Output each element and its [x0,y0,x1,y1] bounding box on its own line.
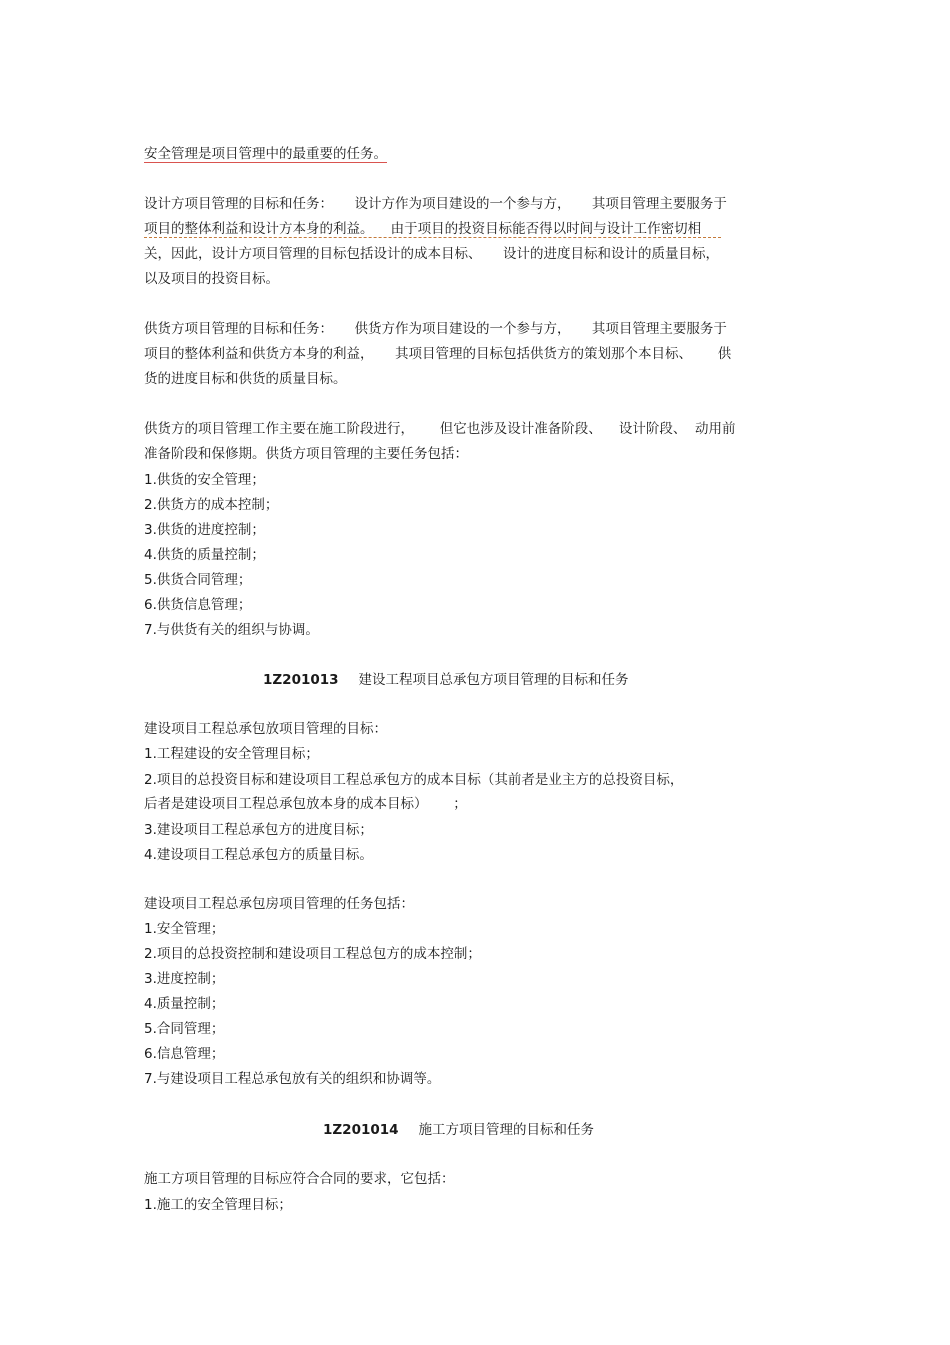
list-item: 1.工程建设的安全管理目标； [144,746,319,762]
contractor-intro: 施工方项目管理的目标应符合合同的要求，它包括： [144,1171,455,1187]
list-item: 5.合同管理； [144,1021,225,1037]
gc-tasks-intro: 建设项目工程总承包房项目管理的任务包括： [144,896,414,912]
section-title: 建设工程项目总承包方项目管理的目标和任务 [358,672,629,688]
list-item: 1.安全管理； [144,921,225,937]
list-item: 7.与建设项目工程总承包放有关的组织和协调等。 [144,1071,441,1087]
list-item: 4.建设项目工程总承包方的质量目标。 [144,847,373,863]
design-para-line-3: 关，因此，设计方项目管理的目标包括设计的成本目标、 设计的进度目标和设计的质量目标， [144,246,719,262]
supplier-para-line-1: 供货方项目管理的目标和任务： 供货方作为项目建设的一个参与方， 其项目管理主要服务于 [144,321,727,337]
list-item: 2.项目的总投资控制和建设项目工程总包方的成本控制； [144,946,481,962]
list-item: 6.信息管理； [144,1046,225,1062]
list-item: 1.供货的安全管理； [144,472,265,488]
gc-goals-intro: 建设项目工程总承包放项目管理的目标： [144,721,387,737]
list-item: 3.进度控制； [144,971,225,987]
section-code: 1Z201014 [323,1122,399,1138]
list-item: 后者是建设项目工程总承包放本身的成本目标） ； [144,796,467,812]
section-code: 1Z201013 [263,672,339,688]
design-para-line-4: 以及项目的投资目标。 [144,271,279,287]
section-heading-1z201014 [323,1121,594,1139]
supplier-work-line-2: 准备阶段和保修期。供货方项目管理的主要任务包括： [144,446,468,462]
list-item: 7.与供货有关的组织与协调。 [144,622,319,638]
supplier-para-line-2: 项目的整体利益和供货方本身的利益， 其项目管理的目标包括供货方的策划那个本目标、 供 [144,346,732,362]
design-para-line-2-text: 项目的整体利益和设计方本身的利益。 由于项目的投资目标能否得以时间与设计工作密切相 [144,221,721,238]
list-item: 2.项目的总投资目标和建设项目工程总承包方的成本目标（其前者是业主方的总投资目标， [144,772,684,788]
list-item: 5.供货合同管理； [144,572,252,588]
list-item: 1.施工的安全管理目标； [144,1197,292,1213]
list-item: 4.供货的质量控制； [144,547,265,563]
design-para-line-2 [144,220,721,238]
list-item: 6.供货信息管理； [144,597,252,613]
list-item: 3.供货的进度控制； [144,522,265,538]
list-item: 4.质量控制； [144,996,225,1012]
supplier-work-line-1: 供货方的项目管理工作主要在施工阶段进行， 但它也涉及设计准备阶段、 设计阶段、 动用前 [144,421,736,437]
safety-statement-text: 安全管理是项目管理中的最重要的任务。 [144,146,387,162]
list-item: 2.供货方的成本控制； [144,497,279,513]
section-heading-1z201013 [263,671,629,689]
supplier-para-line-3: 货的进度目标和供货的质量目标。 [144,371,347,387]
safety-statement [144,145,387,163]
list-item: 3.建设项目工程总承包方的进度目标； [144,822,373,838]
section-title: 施工方项目管理的目标和任务 [418,1122,595,1138]
design-para-line-1: 设计方项目管理的目标和任务： 设计方作为项目建设的一个参与方， 其项目管理主要服务于 [144,196,727,212]
